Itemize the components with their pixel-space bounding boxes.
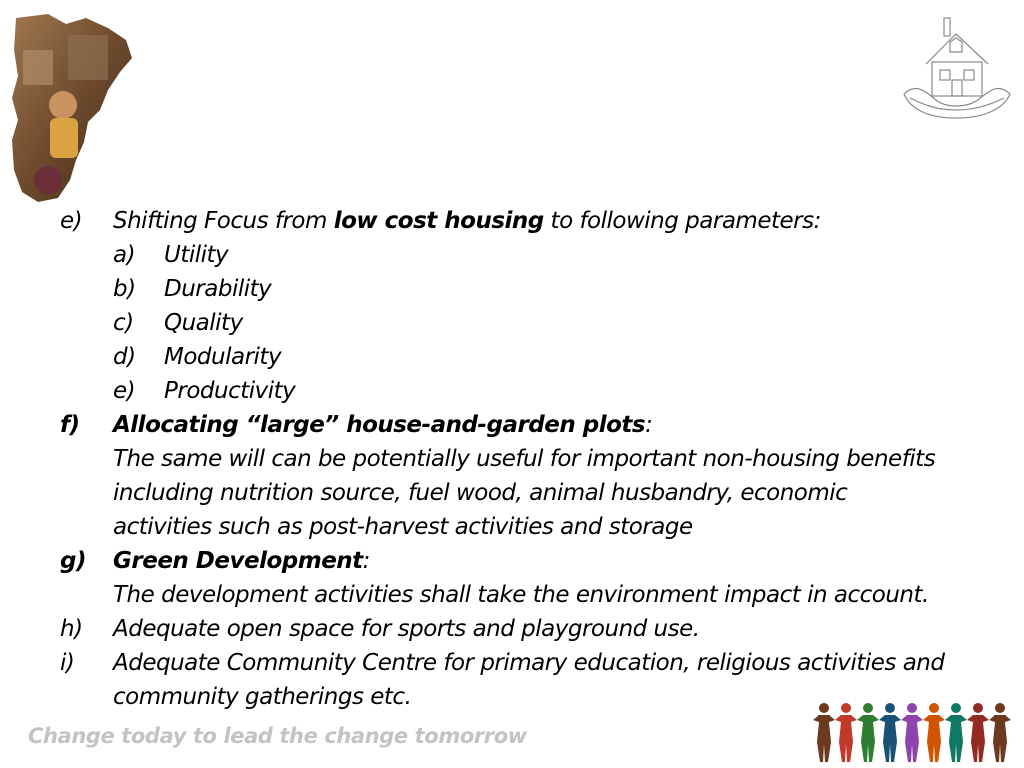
list-item-i-line-2: community gatherings etc. xyxy=(113,684,412,710)
list-item-h xyxy=(60,612,990,646)
house-in-hands-logo xyxy=(896,12,1018,124)
heading-colon: : xyxy=(645,412,653,438)
paper-person-figure xyxy=(813,703,835,762)
paper-person-figure xyxy=(835,703,857,762)
text-bold: low cost housing xyxy=(333,208,544,234)
list-item-g-line-1: The development activities shall take the environment impact in account. xyxy=(113,582,929,608)
slide-body xyxy=(60,204,990,714)
heading-colon: : xyxy=(362,548,370,574)
list-item-text: Adequate Community Centre for primary education, religious activities and xyxy=(113,650,945,676)
footer-slogan: Change today to lead the change tomorrow xyxy=(28,724,527,748)
sub-item-quality xyxy=(60,306,990,340)
sub-item-durability xyxy=(60,272,990,306)
list-marker: h) xyxy=(60,616,83,642)
heading-text: Green Development xyxy=(113,548,363,574)
sub-label: Utility xyxy=(164,242,229,268)
list-item-e xyxy=(60,204,990,238)
list-item-heading xyxy=(113,408,652,442)
text-pre: Shifting Focus from xyxy=(113,208,334,234)
sub-label: Quality xyxy=(164,310,243,336)
paper-person-figure xyxy=(901,703,923,762)
paper-person-figure xyxy=(879,703,901,762)
heading-text: Allocating “large” house-and-garden plots xyxy=(113,412,646,438)
people-chain-logo xyxy=(812,698,1022,766)
list-marker: f) xyxy=(60,412,80,438)
sub-marker: c) xyxy=(113,310,134,336)
list-marker: i) xyxy=(60,650,75,676)
list-marker: g) xyxy=(60,548,86,574)
paper-person-figure xyxy=(857,703,879,762)
sub-label: Productivity xyxy=(164,378,296,404)
list-item-i xyxy=(60,646,990,680)
sub-label: Durability xyxy=(164,276,272,302)
paper-person-figure xyxy=(967,703,989,762)
list-marker: e) xyxy=(60,208,83,234)
sub-item-productivity xyxy=(60,374,990,408)
sub-label: Modularity xyxy=(164,344,282,370)
list-item-f-line-2: including nutrition source, fuel wood, animal husbandry, economic xyxy=(113,480,848,506)
sub-item-modularity xyxy=(60,340,990,374)
sub-marker: a) xyxy=(113,242,136,268)
sub-marker: b) xyxy=(113,276,136,302)
paper-person-figure xyxy=(945,703,967,762)
list-item-text xyxy=(113,204,821,238)
sub-item-utility xyxy=(60,238,990,272)
list-item-f xyxy=(60,408,990,442)
list-item-g xyxy=(60,544,990,578)
list-item-f-line-1: The same will can be potentially useful for important non-housing benefits xyxy=(113,446,936,472)
list-item-heading xyxy=(113,544,370,578)
list-item-text: Adequate open space for sports and playground use. xyxy=(113,616,700,642)
paper-person-figure xyxy=(923,703,945,762)
sub-marker: e) xyxy=(113,378,136,404)
sub-marker: d) xyxy=(113,344,136,370)
list-item-f-line-3: activities such as post-harvest activities and storage xyxy=(113,514,693,540)
paper-person-figure xyxy=(989,703,1011,762)
collage-logo xyxy=(8,10,138,205)
text-post: to following parameters: xyxy=(543,208,821,234)
